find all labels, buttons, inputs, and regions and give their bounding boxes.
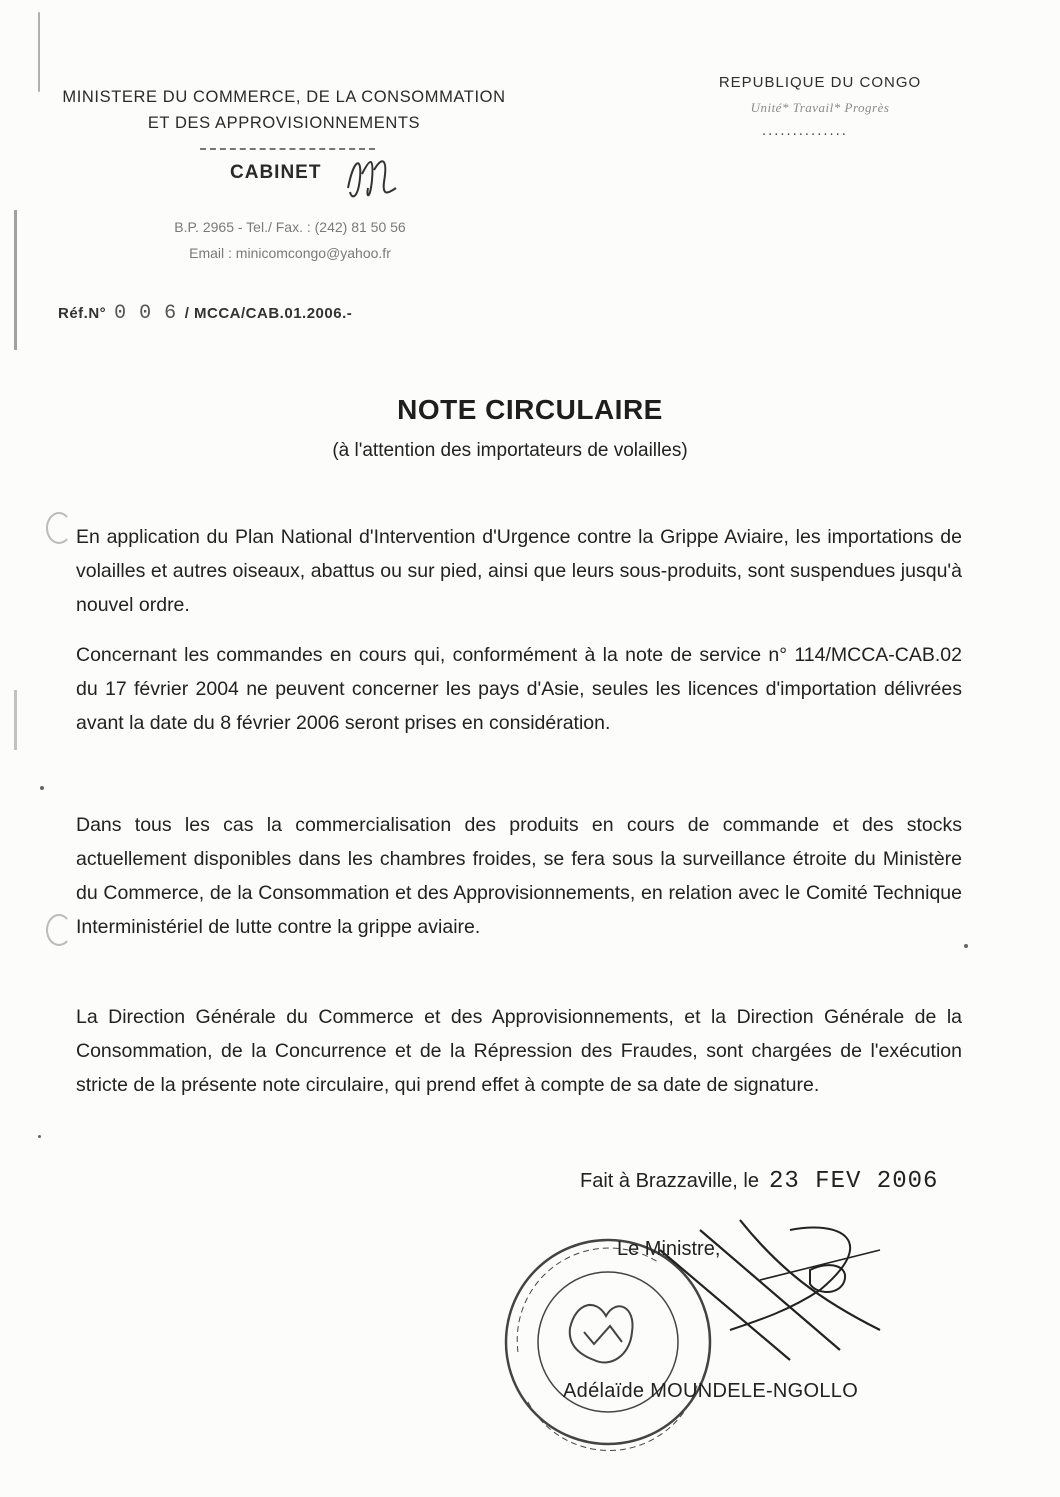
punch-hole [46,914,72,946]
handwritten-signature [640,1210,900,1374]
scan-speck [40,786,44,790]
scan-speck [964,944,968,948]
scan-speck [38,12,40,92]
minister-name: Adélaïde MOUNDELE-NGOLLO [563,1380,859,1402]
place-and-date [580,1168,938,1195]
contact-email: Email : minicomcongo@yahoo.fr [189,245,391,261]
contact-phone: B.P. 2965 - Tel./ Fax. : (242) 81 50 56 [174,219,406,235]
signing-place: Fait à Brazzaville, le [580,1170,759,1192]
minister-title: Le Ministre, [617,1238,721,1260]
contact-info [110,214,470,266]
document-title: NOTE CIRCULAIRE [397,394,663,425]
reference-suffix: / MCCA/CAB.01.2006.- [184,305,353,322]
document-subtitle: (à l'attention des importateurs de volailles) [332,440,688,461]
signing-date: 23 FEV 2006 [768,1168,939,1195]
ministry-line-1: MINISTERE DU COMMERCE, DE LA CONSOMMATION [62,88,506,106]
reference-value: 0 0 6 [114,302,177,325]
reference-prefix: Réf.N° [58,305,107,322]
paragraph-3: Dans tous les cas la commercialisation des produits en cours de commande et des stocks actuellement disponibles dans les chambres froides, se fera sous la surveillance étroite du Ministère du Commerce, de la Consommation et des Approvisionnements, en relation avec le Comité Technique Interministériel de lutte contre la grippe aviaire. [76,814,962,938]
paragraph-1: En application du Plan National d'Intervention d'Urgence contre la Grippe Aviaire, les importations de volailles et autres oiseaux, abattus ou sur pied, ainsi que leurs sous-produits, sont suspendues jusqu'à nouvel ordre. [76,526,962,616]
motto-dots: .............. [762,124,848,139]
republic-heading: REPUBLIQUE DU CONGO [718,74,922,91]
reference-number [58,302,352,325]
national-motto: Unité* Travail* Progrès [750,100,890,115]
scan-speck [38,1135,41,1138]
cabinet-label: CABINET [230,162,322,183]
handwritten-initials [340,148,400,212]
ministry-header [34,84,534,136]
ministry-line-2: ET DES APPROVISIONNEMENTS [147,114,421,132]
paragraph-2: Concernant les commandes en cours qui, conformément à la note de service n° 114/MCCA-CAB.02 du 17 février 2004 ne peuvent concerner les pays d'Asie, seules les licences d'importation délivrées avant la date du 8 février 2006 seront prises en considération. [76,644,962,734]
scan-edge-mark [14,210,17,350]
scan-edge-mark [14,690,17,750]
punch-hole [46,512,72,544]
paragraph-4: La Direction Générale du Commerce et des Approvisionnements, et la Direction Générale de la Consommation, de la Concurrence et de la Répression des Fraudes, sont chargées de l'exécution stricte de la présente note circulaire, qui prend effet à compte de sa date de signature. [76,1006,962,1096]
